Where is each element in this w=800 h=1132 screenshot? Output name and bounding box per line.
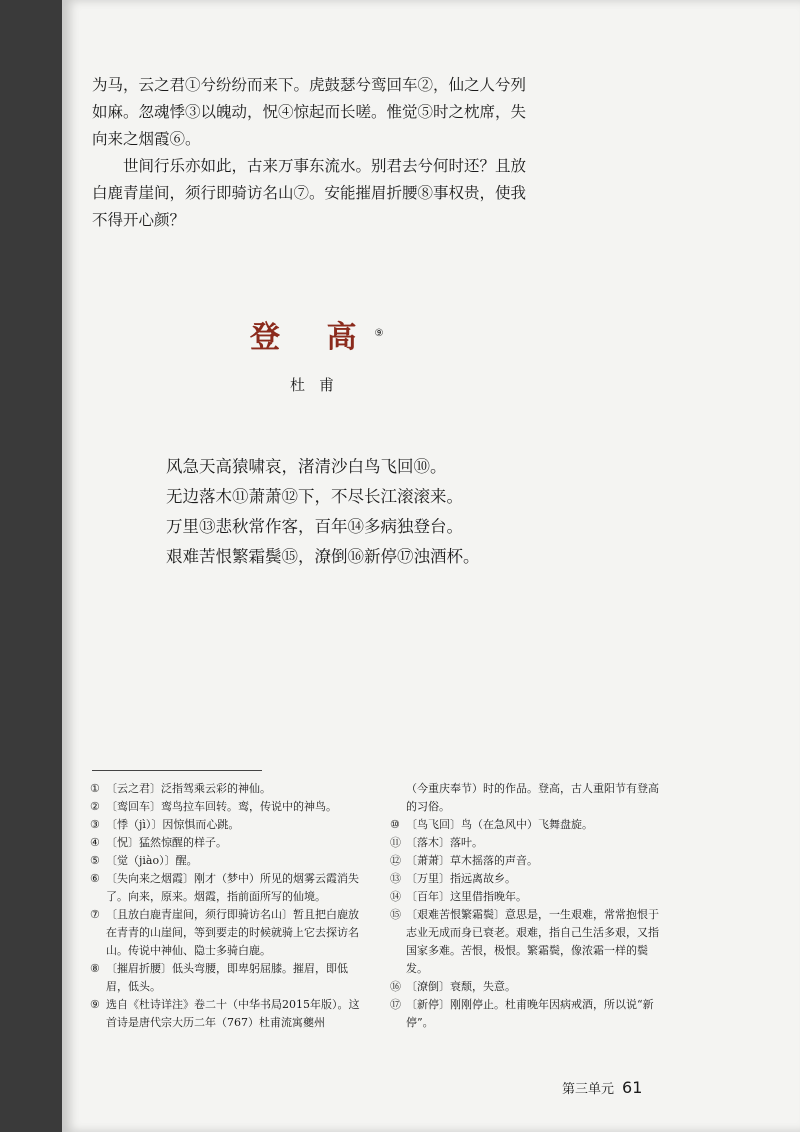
footnote-text: 〔新停〕刚刚停止。杜甫晚年因病戒酒，所以说“新停”。 — [406, 998, 654, 1029]
footnote — [90, 816, 366, 834]
page-footer — [562, 1078, 642, 1097]
footnote — [90, 834, 366, 852]
poem-body — [166, 452, 480, 572]
footnote — [90, 870, 366, 906]
footnote-number: ⑥ — [90, 872, 100, 885]
poem-line: 风急天高猿啸哀，渚清沙白鸟飞回⑩。 — [166, 457, 447, 476]
footnote-text: 〔觉（jiào）〕醒。 — [106, 854, 198, 867]
footnote-number: ⑦ — [90, 908, 100, 921]
footnote-text: 〔悸（jì）〕因惊惧而心跳。 — [106, 818, 240, 831]
poem-line: 艰难苦恨繁霜鬓⑮，潦倒⑯新停⑰浊酒杯。 — [166, 547, 480, 566]
footnote — [90, 798, 366, 816]
footnote — [90, 960, 366, 996]
footnote — [390, 852, 668, 870]
footnote-number: ⑭ — [390, 890, 401, 903]
poem-title-text: 登 高 — [250, 320, 375, 355]
footnote-number: ⑫ — [390, 854, 401, 867]
poem-line: 无边落木⑪萧萧⑫下，不尽长江滚滚来。 — [166, 487, 463, 506]
footnote — [90, 852, 366, 870]
footnote-continuation: （今重庆奉节）时的作品。登高，古人重阳节有登高的习俗。 — [406, 782, 659, 813]
footnote-text: 〔且放白鹿青崖间，须行即骑访名山〕暂且把白鹿放在青青的山崖间，等到要走的时候就骑上它去探访名山。传说中神仙、隐士多骑白鹿。 — [106, 908, 359, 957]
footnote — [90, 780, 366, 798]
footnote-text: 〔失向来之烟霞〕刚才（梦中）所见的烟雾云霞消失了。向来，原来。烟霞，指前面所写的仙境。 — [106, 872, 359, 903]
book-page — [62, 0, 800, 1132]
poem-title-note: ⑨ — [374, 328, 384, 339]
poem-title — [250, 312, 383, 356]
prose-paragraph-1: 为马，云之君①兮纷纷而来下。虎鼓瑟兮鸾回车②，仙之人兮列如麻。忽魂悸③以魄动，怳④惊起而长嗟。惟觉⑤时之枕席，失向来之烟霞⑥。 — [92, 76, 527, 148]
footnote-text: 〔万里〕指远离故乡。 — [406, 872, 516, 885]
footnote — [390, 888, 668, 906]
page-number: 61 — [622, 1078, 643, 1097]
footnote-number: ① — [90, 782, 100, 795]
footnote-number: ④ — [90, 836, 100, 849]
footnote — [390, 870, 668, 888]
footnote — [390, 906, 668, 978]
poem-author: 杜甫 — [290, 376, 349, 394]
footnotes-right-column — [390, 780, 668, 1032]
footnote — [390, 978, 668, 996]
prose-section — [92, 72, 532, 234]
footnote-text: 〔怳〕猛然惊醒的样子。 — [106, 836, 227, 849]
footnote-number: ⑪ — [390, 836, 401, 849]
footnote-text: 〔鸾回车〕鸾鸟拉车回转。鸾，传说中的神鸟。 — [106, 800, 337, 813]
footnote — [90, 906, 366, 960]
footnote-text: 〔百年〕这里借指晚年。 — [406, 890, 527, 903]
footnote-number: ② — [90, 800, 100, 813]
footnote — [390, 834, 668, 852]
footnote-text: 〔艰难苦恨繁霜鬓〕意思是，一生艰难，常常抱恨于志业无成而身已衰老。艰难，指自己生活多艰，又指国家多难。苦恨，极恨。繁霜鬓，像浓霜一样的鬓发。 — [406, 908, 659, 975]
footnote-number: ⑮ — [390, 908, 401, 921]
footnote-text: 〔云之君〕泛指驾乘云彩的神仙。 — [106, 782, 271, 795]
footnote-text: 〔潦倒〕衰颓，失意。 — [406, 980, 516, 993]
footnote-number: ⑬ — [390, 872, 401, 885]
footnote-number: ⑰ — [390, 998, 401, 1011]
footnote-number: ⑧ — [90, 962, 100, 975]
footnote-number: ⑤ — [90, 854, 100, 867]
footnote-text: 选自《杜诗详注》卷二十（中华书局2015年版）。这首诗是唐代宗大历二年（767）杜甫流寓夔州 — [106, 998, 360, 1029]
footnote-text: 〔鸟飞回〕鸟（在急风中）飞舞盘旋。 — [406, 818, 593, 831]
footnote — [90, 996, 366, 1032]
footnote-number: ③ — [90, 818, 100, 831]
footnote-text: 〔萧萧〕草木摇落的声音。 — [406, 854, 538, 867]
footnote-number: ⑯ — [390, 980, 401, 993]
footnote-divider — [92, 770, 262, 771]
poem-line: 万里⑬悲秋常作客，百年⑭多病独登台。 — [166, 517, 463, 536]
prose-paragraph-2: 世间行乐亦如此，古来万事东流水。别君去兮何时还？且放白鹿青崖间，须行即骑访名山⑦。安能摧眉折腰⑧事权贵，使我不得开心颜？ — [92, 157, 527, 229]
unit-label: 第三单元 — [562, 1082, 615, 1097]
footnote-number: ⑩ — [390, 818, 400, 831]
footnote-text: 〔摧眉折腰〕低头弯腰，即卑躬屈膝。摧眉，即低眉，低头。 — [106, 962, 348, 993]
footnote-text: 〔落木〕落叶。 — [406, 836, 483, 849]
footnote — [390, 996, 668, 1032]
footnote-number: ⑨ — [90, 998, 100, 1011]
footnote — [390, 816, 668, 834]
footnotes-left-column — [90, 780, 366, 1032]
